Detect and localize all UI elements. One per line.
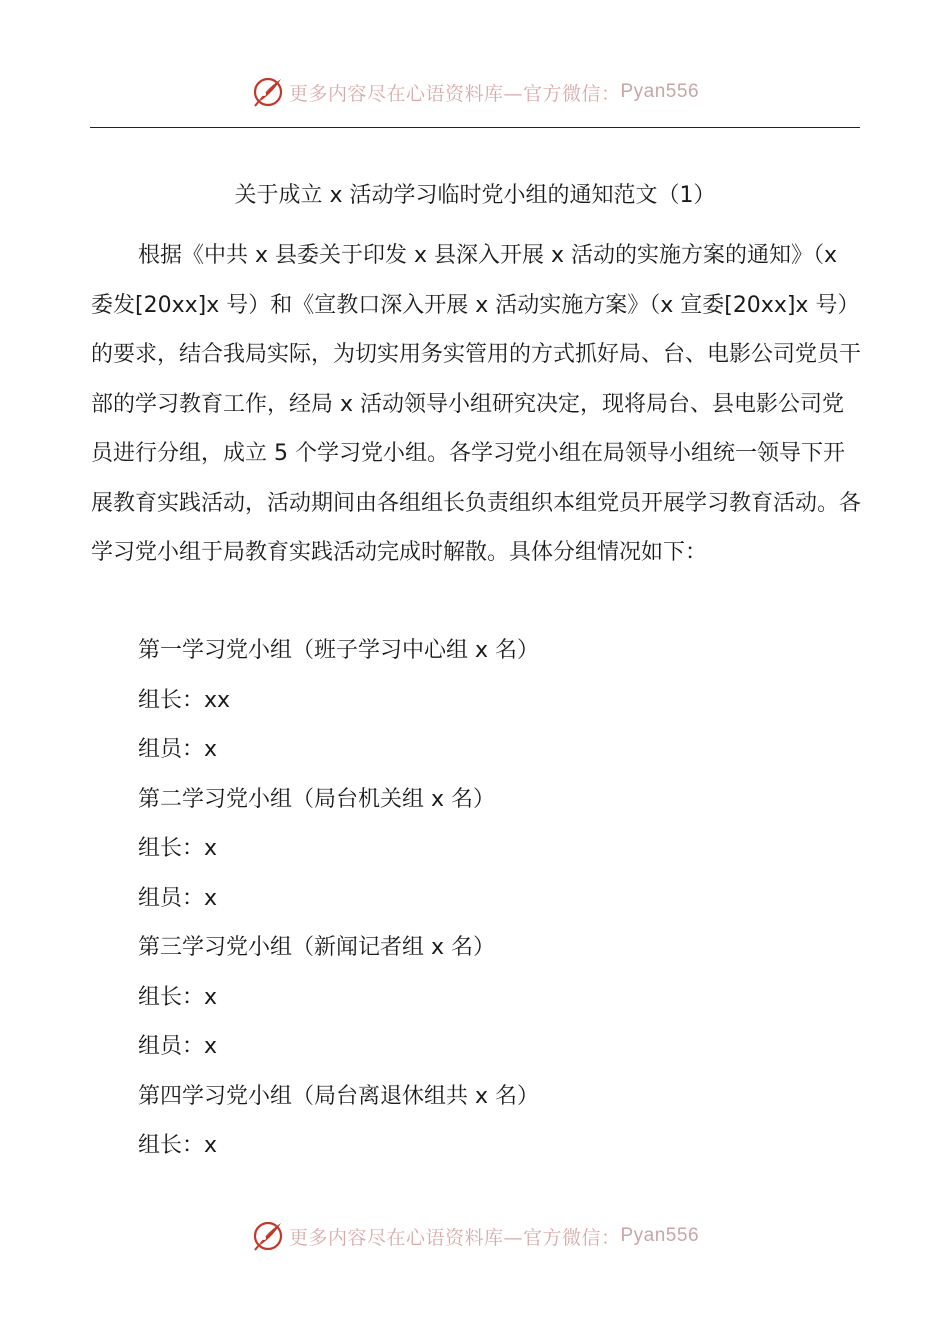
footer-banner xyxy=(0,1216,950,1256)
document-title: 关于成立 x 活动学习临时党小组的通知范文（1） xyxy=(234,183,716,208)
list-item: 组长：xx xyxy=(138,687,231,713)
list-item: 组长：x xyxy=(138,984,218,1010)
group-list xyxy=(138,626,539,1171)
wechat-id: Pyan556 xyxy=(620,1225,700,1246)
wechat-id: Pyan556 xyxy=(620,81,700,102)
banner-text: 更多内容尽在心语资料库—官方微信： xyxy=(288,1226,621,1249)
banner-text: 更多内容尽在心语资料库—官方微信： xyxy=(288,82,621,105)
list-item: 组员：x xyxy=(138,885,218,911)
list-item: 第四学习党小组（局台离退休组共 x 名） xyxy=(138,1083,540,1109)
pen-feather-logo-icon xyxy=(251,75,285,109)
list-item: 第二学习党小组（局台机关组 x 名） xyxy=(138,786,496,812)
list-item: 第一学习党小组（班子学习中心组 x 名） xyxy=(138,638,540,663)
list-item: 第三学习党小组（新闻记者组 x 名） xyxy=(138,935,496,960)
list-item: 组员：x xyxy=(138,737,218,762)
pen-feather-logo-icon xyxy=(251,1219,285,1253)
header-divider xyxy=(90,127,860,128)
list-item: 组长：x xyxy=(138,1133,218,1158)
header-banner xyxy=(0,72,950,112)
intro-paragraph: 根据《中共 x 县委关于印发 x 县深入开展 x 活动的实施方案的通知》（x 委发[20xx]x 号）和《宣教口深入开展 x 活动实施方案》（x 宣委[20xx]x 号）的要求，结合我局实际，为切实用务实管用的方式抓好局、台、电影公司党员干部的学习教育工作，经局 x 活动领导小组研究决定，现将局台、县电影公司党员进行分组，成立 5 个学习党小组。各学习党小组在局领导小组统一领导下开展教育实践活动，活动期间由各组组长负责组织本组党员开展学习教育活动。各学习党小组于局教育实践活动完成时解散。具体分组情况如下： xyxy=(91,243,862,565)
list-item: 组员：x xyxy=(138,1034,218,1059)
list-item: 组长：x xyxy=(138,836,218,861)
